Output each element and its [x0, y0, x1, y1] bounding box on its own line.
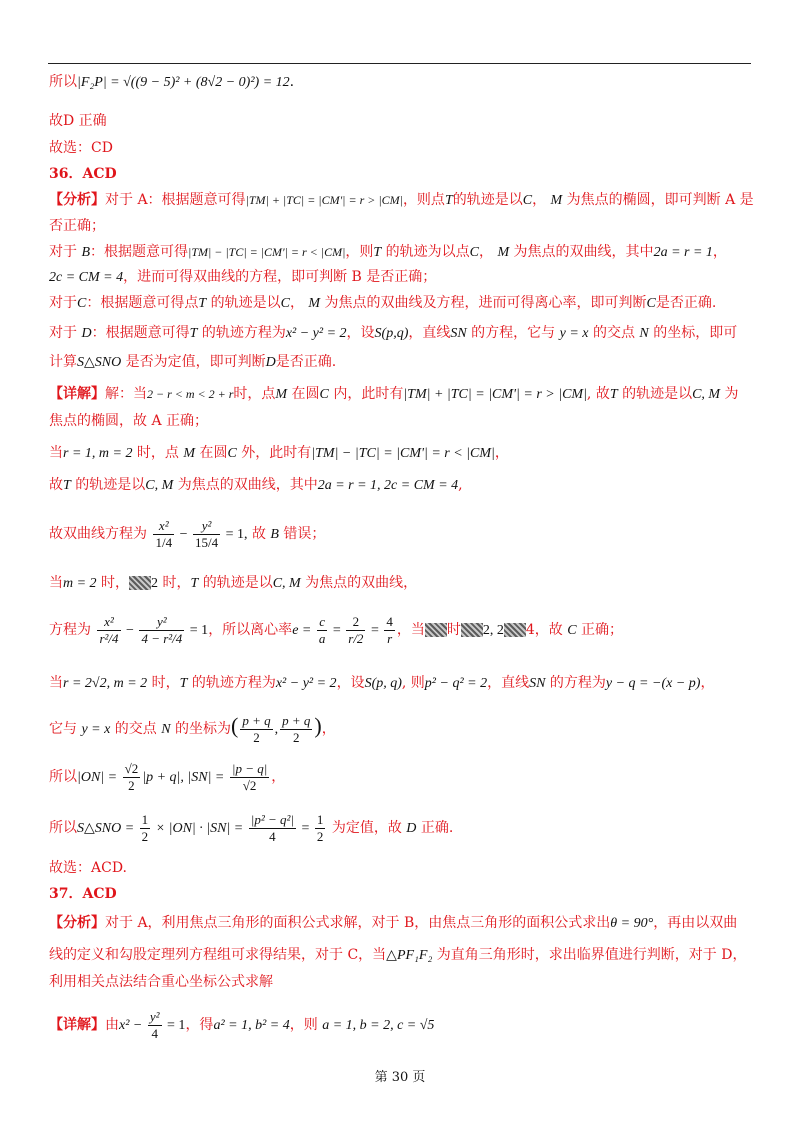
garbled-glyph	[129, 576, 151, 590]
line-25: 【分析】对于 A，利用焦点三角形的面积公式求解，对于 B，由焦点三角形的面积公式求出θ = 90°，再由以双曲	[49, 915, 738, 931]
line-26: 线的定义和勾股定理列方程组可求得结果，对于 C，当△PF₁F₂ 为直角三角形时，求出临界值进行判断，对于 D，	[49, 947, 747, 963]
fraction: $\frac{1}{2}$	[141, 811, 149, 844]
fraction: $\frac{\text{x²}}{1/4}$	[155, 517, 173, 550]
fraction: $\frac{\text{x²}}{\text{r²/4}}$	[99, 613, 119, 646]
line-12: 【详解】解：当2 − r < m < 2 + r时，点M 在圆C 内，此时有|TM| + |TC| = |CM'| = r > |CM|, 故T 的轨迹是以C, M 为	[49, 386, 739, 402]
line-14: 当r = 1, m = 2 时，点 M 在圆C 外，此时有|TM| − |TC| = |CM'| = r < |CM|，	[49, 445, 509, 461]
fraction: $\frac{√2}{2}$	[124, 760, 139, 793]
line-17: 当m = 2 时， 2 时，T 的轨迹是以C, M 为焦点的双曲线，	[49, 575, 418, 591]
line-28: 【详解】由x² − $\frac{\text{y²}}{4}$ = 1，得a² = 1, b² = 4，则 a = 1, b = 2, c = √5	[49, 1008, 435, 1041]
line-23: 故选：ACD.	[49, 860, 127, 876]
fraction: $\frac{\text{y²}}{\text{4 − r²/4}}$	[141, 613, 183, 646]
garbled-glyph	[461, 623, 483, 637]
line-15: 故T 的轨迹是以C, M 为焦点的双曲线，其中2a = r = 1, 2c = CM = 4,	[49, 477, 463, 493]
line-20: 它与 y = x 的交点 N 的坐标为( $\frac{p + q}{2}$ , $\frac{p + q}{2}$ )，	[49, 712, 336, 745]
line-18: 方程为 $\frac{\text{x²}}{\text{r²/4}}$ − $\frac{\text{y²}}{\text{4 − r²/4}}$ = 1，所以离心率e = $\frac{c}{a}$ = $\frac{2}{r/2}$ = $\frac{4}{r}$ ，当 时 2, 2 4，故 C 正确；	[49, 613, 623, 646]
fraction: $\frac{\text{|p² − q²|}}{4}$	[250, 811, 294, 844]
fraction: $\frac{p + q}{2}$	[282, 712, 311, 745]
q36-header: 36．ACD	[49, 166, 117, 182]
line-7: 对于 B：根据题意可得|TM| − |TC| = |CM'| = r < |CM|，则T 的轨迹为以点C， M 为焦点的双曲线，其中2a = r = 1，	[49, 244, 727, 260]
line-1: 所以|F₂P| = √((9 − 5)² + (8√2 − 0)²) = 12.	[49, 74, 295, 90]
header-rule	[48, 63, 751, 64]
garbled-glyph	[504, 623, 526, 637]
garbled-glyph	[425, 623, 447, 637]
fraction: $\frac{p + q}{2}$	[242, 712, 271, 745]
line-13: 焦点的椭圆，故 A 正确；	[49, 413, 209, 429]
line-19: 当r = 2√2, m = 2 时，T 的轨迹方程为x² − y² = 2，设S(p, q), 则p² − q² = 2，直线SN 的方程为y − q = −(x − p)，	[49, 675, 715, 691]
line-6: 否正确；	[49, 218, 105, 234]
line-2: 故D 正确	[49, 113, 107, 129]
fraction: $\frac{|p - q|}{√2}$	[231, 760, 268, 793]
line-21: 所以|ON| = $\frac{√2}{2}$ |p + q|, |SN| = $\frac{|p - q|}{√2}$ ，	[49, 760, 286, 793]
page-footer: 第 30 页	[374, 1070, 426, 1085]
line-11: 计算S△SNO 是否为定值，即可判断D是否正确.	[49, 354, 337, 370]
fraction: $\frac{4}{r}$	[386, 613, 393, 646]
fraction: $\frac{2}{r/2}$	[348, 613, 364, 646]
line-9: 对于C：根据题意可得点T 的轨迹是以C， M 为焦点的双曲线及方程，进而可得离心率，即可判断C是否正确.	[49, 295, 717, 311]
line-27: 利用相关点法结合重心坐标公式求解	[49, 974, 273, 990]
line-22: 所以S△SNO = $\frac{1}{2}$ × |ON| · |SN| = $\frac{\text{|p² − q²|}}{4}$ = $\frac{1}{2}$ 为定值，故 D 正确.	[49, 811, 454, 844]
q37-header: 37．ACD	[49, 886, 117, 902]
line-5: 【分析】对于 A：根据题意可得|TM| + |TC| = |CM'| = r > |CM|，则点T的轨迹是以C， M 为焦点的椭圆，即可判断 A 是	[49, 192, 754, 208]
line-10: 对于 D：根据题意可得T 的轨迹方程为x² − y² = 2，设S(p,q)，直线SN 的方程，它与 y = x 的交点 N 的坐标，即可	[49, 325, 738, 341]
line-8: 2c = CM = 4，进而可得双曲线的方程，即可判断 B 是否正确；	[49, 269, 437, 285]
fraction: $\frac{\text{y²}}{4}$	[149, 1008, 160, 1041]
fraction: $\frac{c}{a}$	[318, 613, 326, 646]
fraction: $\frac{\text{y²}}{15/4}$	[194, 517, 219, 550]
line-3: 故选：CD	[49, 140, 113, 156]
fraction: $\frac{1}{2}$	[316, 811, 324, 844]
line-16: 故双曲线方程为 $\frac{\text{x²}}{1/4}$ − $\frac{\text{y²}}{15/4}$ = 1, 故 B 错误；	[49, 517, 326, 550]
